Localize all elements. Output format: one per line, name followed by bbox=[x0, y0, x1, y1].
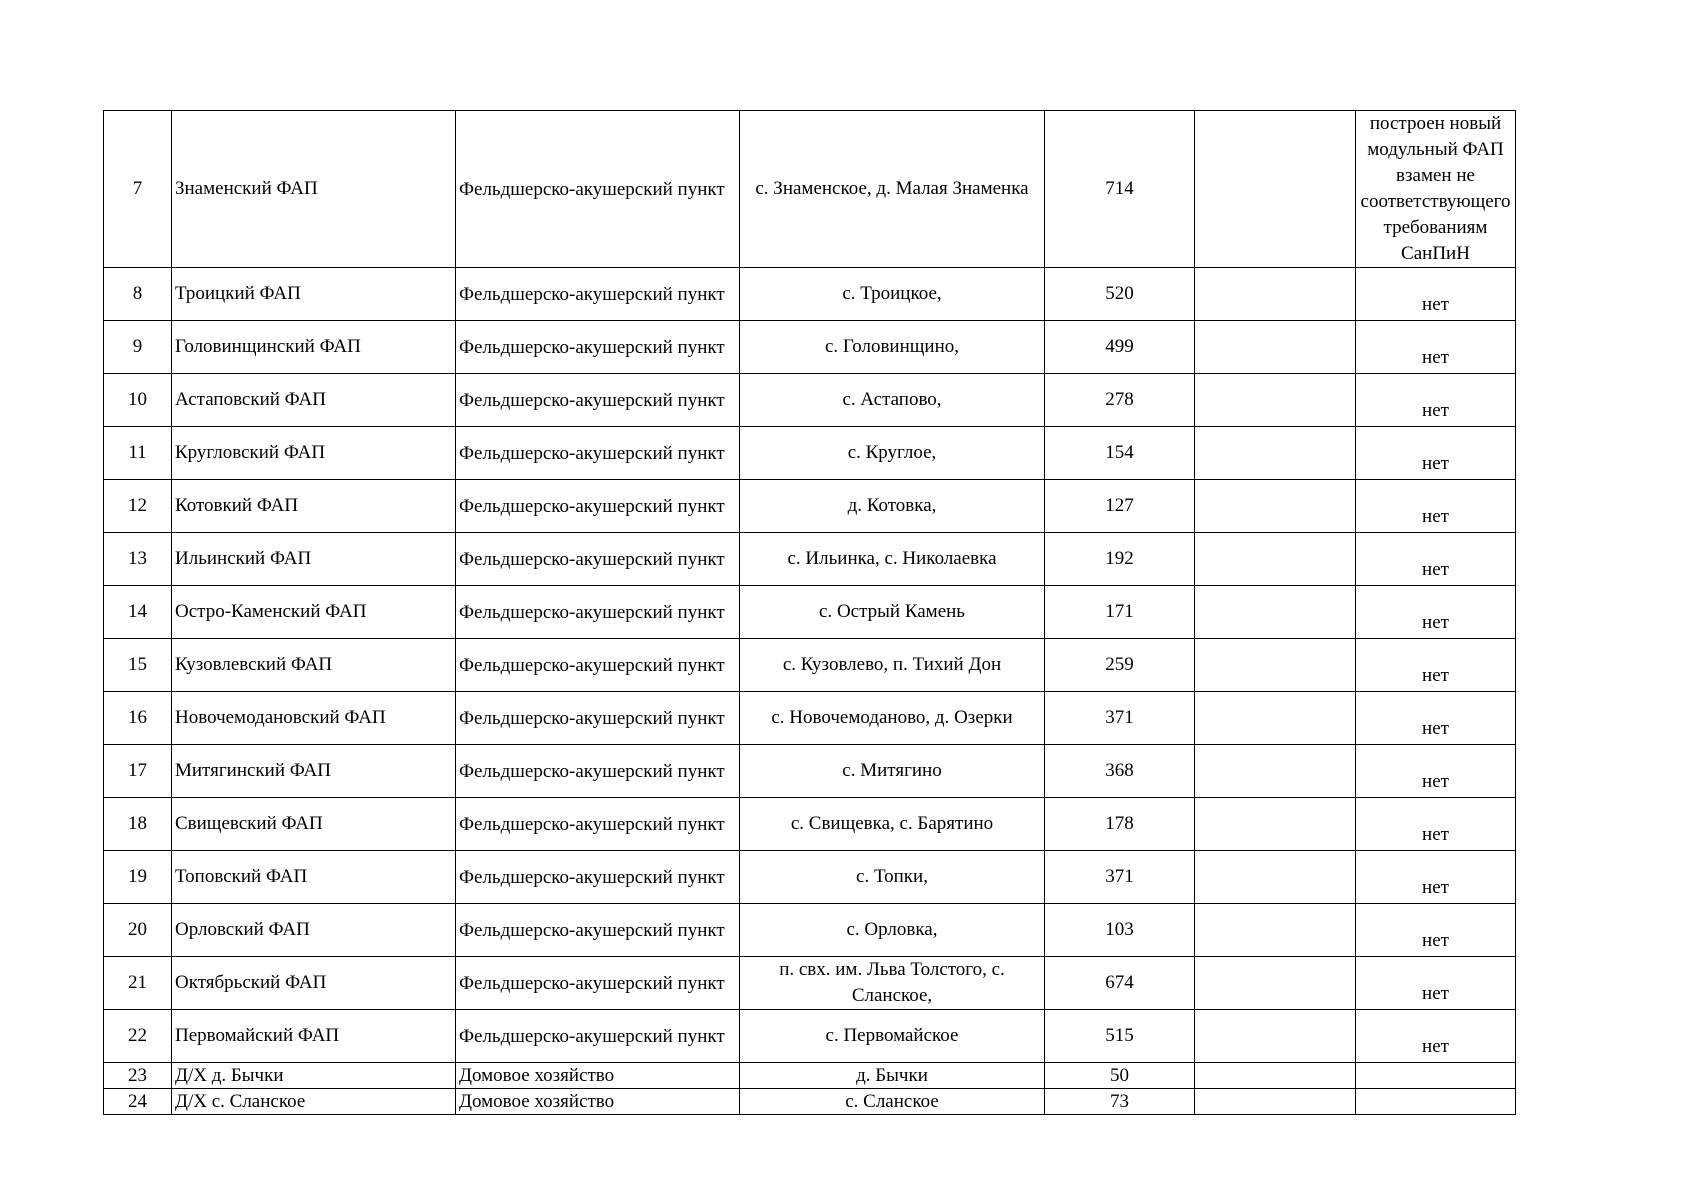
population-value: 259 bbox=[1045, 639, 1195, 692]
facility-location: с. Астапово, bbox=[740, 374, 1045, 427]
facility-name: Троицкий ФАП bbox=[172, 268, 456, 321]
table-row bbox=[104, 692, 1516, 745]
facility-name: Свищевский ФАП bbox=[172, 798, 456, 851]
row-number: 8 bbox=[104, 268, 172, 321]
row-number: 11 bbox=[104, 427, 172, 480]
row-number: 10 bbox=[104, 374, 172, 427]
facility-name: Октябрьский ФАП bbox=[172, 957, 456, 1010]
facility-note: нет bbox=[1356, 321, 1516, 374]
population-value: 103 bbox=[1045, 904, 1195, 957]
table-row bbox=[104, 586, 1516, 639]
table-row bbox=[104, 427, 1516, 480]
row-number: 13 bbox=[104, 533, 172, 586]
population-value: 499 bbox=[1045, 321, 1195, 374]
population-value: 674 bbox=[1045, 957, 1195, 1010]
facility-location: с. Сланское bbox=[740, 1089, 1045, 1115]
empty-cell bbox=[1195, 851, 1356, 904]
facility-type: Фельдшерско-акушерский пункт bbox=[456, 480, 740, 533]
facility-name: Топовский ФАП bbox=[172, 851, 456, 904]
facility-type: Фельдшерско-акушерский пункт bbox=[456, 1010, 740, 1063]
population-value: 178 bbox=[1045, 798, 1195, 851]
empty-cell bbox=[1195, 374, 1356, 427]
facility-name: Астаповский ФАП bbox=[172, 374, 456, 427]
empty-cell bbox=[1195, 957, 1356, 1010]
facility-note bbox=[1356, 1089, 1516, 1115]
population-value: 171 bbox=[1045, 586, 1195, 639]
facility-location: с. Орловка, bbox=[740, 904, 1045, 957]
facility-note: нет bbox=[1356, 427, 1516, 480]
facility-note: нет bbox=[1356, 798, 1516, 851]
empty-cell bbox=[1195, 533, 1356, 586]
facility-type: Фельдшерско-акушерский пункт bbox=[456, 321, 740, 374]
facility-name: Головинщинский ФАП bbox=[172, 321, 456, 374]
facility-location: с. Топки, bbox=[740, 851, 1045, 904]
facility-name: Первомайский ФАП bbox=[172, 1010, 456, 1063]
row-number: 9 bbox=[104, 321, 172, 374]
facility-note: нет bbox=[1356, 904, 1516, 957]
facility-name: Кругловский ФАП bbox=[172, 427, 456, 480]
row-number: 20 bbox=[104, 904, 172, 957]
facility-name: Митягинский ФАП bbox=[172, 745, 456, 798]
empty-cell bbox=[1195, 321, 1356, 374]
facility-location: с. Новочемоданово, д. Озерки bbox=[740, 692, 1045, 745]
empty-cell bbox=[1195, 904, 1356, 957]
facility-note: построен новый модульный ФАП взамен не соответствующего требованиям СанПиН bbox=[1356, 111, 1516, 268]
empty-cell bbox=[1195, 1010, 1356, 1063]
facility-name: Остро-Каменский ФАП bbox=[172, 586, 456, 639]
empty-cell bbox=[1195, 480, 1356, 533]
population-value: 50 bbox=[1045, 1063, 1195, 1089]
table-row bbox=[104, 111, 1516, 268]
facility-type: Фельдшерско-акушерский пункт bbox=[456, 111, 740, 268]
facility-location: д. Котовка, bbox=[740, 480, 1045, 533]
facility-type: Фельдшерско-акушерский пункт bbox=[456, 798, 740, 851]
population-value: 520 bbox=[1045, 268, 1195, 321]
facility-note: нет bbox=[1356, 851, 1516, 904]
facility-note: нет bbox=[1356, 957, 1516, 1010]
facility-name: Д/Х д. Бычки bbox=[172, 1063, 456, 1089]
facility-type: Домовое хозяйство bbox=[456, 1089, 740, 1115]
empty-cell bbox=[1195, 1063, 1356, 1089]
population-value: 73 bbox=[1045, 1089, 1195, 1115]
facility-type: Фельдшерско-акушерский пункт bbox=[456, 851, 740, 904]
facility-location: с. Головинщино, bbox=[740, 321, 1045, 374]
empty-cell bbox=[1195, 427, 1356, 480]
facility-name: Новочемодановский ФАП bbox=[172, 692, 456, 745]
table-row bbox=[104, 639, 1516, 692]
row-number: 24 bbox=[104, 1089, 172, 1115]
facility-name: Знаменский ФАП bbox=[172, 111, 456, 268]
facility-location: п. свх. им. Льва Толстого, с. Сланское, bbox=[740, 957, 1045, 1010]
facility-type: Фельдшерско-акушерский пункт bbox=[456, 745, 740, 798]
facility-location: с. Ильинка, с. Николаевка bbox=[740, 533, 1045, 586]
facility-note: нет bbox=[1356, 374, 1516, 427]
facility-note: нет bbox=[1356, 480, 1516, 533]
facility-location: с. Митягино bbox=[740, 745, 1045, 798]
facility-type: Фельдшерско-акушерский пункт bbox=[456, 268, 740, 321]
facility-note: нет bbox=[1356, 692, 1516, 745]
population-value: 192 bbox=[1045, 533, 1195, 586]
table-row bbox=[104, 1063, 1516, 1089]
facility-note: нет bbox=[1356, 586, 1516, 639]
facility-note: нет bbox=[1356, 745, 1516, 798]
population-value: 371 bbox=[1045, 851, 1195, 904]
table-row bbox=[104, 904, 1516, 957]
table-row bbox=[104, 321, 1516, 374]
empty-cell bbox=[1195, 1089, 1356, 1115]
table-row bbox=[104, 851, 1516, 904]
table-body bbox=[104, 111, 1516, 1115]
facility-note: нет bbox=[1356, 533, 1516, 586]
facility-note: нет bbox=[1356, 639, 1516, 692]
row-number: 7 bbox=[104, 111, 172, 268]
row-number: 15 bbox=[104, 639, 172, 692]
facility-location: с. Первомайское bbox=[740, 1010, 1045, 1063]
facilities-table bbox=[103, 110, 1516, 1115]
row-number: 21 bbox=[104, 957, 172, 1010]
population-value: 368 bbox=[1045, 745, 1195, 798]
table-row bbox=[104, 798, 1516, 851]
facility-type: Фельдшерско-акушерский пункт bbox=[456, 639, 740, 692]
facility-location: с. Кузовлево, п. Тихий Дон bbox=[740, 639, 1045, 692]
population-value: 515 bbox=[1045, 1010, 1195, 1063]
facility-type: Фельдшерско-акушерский пункт bbox=[456, 692, 740, 745]
empty-cell bbox=[1195, 111, 1356, 268]
row-number: 22 bbox=[104, 1010, 172, 1063]
facility-location: с. Свищевка, с. Барятино bbox=[740, 798, 1045, 851]
row-number: 23 bbox=[104, 1063, 172, 1089]
row-number: 12 bbox=[104, 480, 172, 533]
empty-cell bbox=[1195, 798, 1356, 851]
empty-cell bbox=[1195, 745, 1356, 798]
facility-name: Котовкий ФАП bbox=[172, 480, 456, 533]
row-number: 17 bbox=[104, 745, 172, 798]
facility-note bbox=[1356, 1063, 1516, 1089]
population-value: 371 bbox=[1045, 692, 1195, 745]
table-row bbox=[104, 374, 1516, 427]
empty-cell bbox=[1195, 586, 1356, 639]
facility-location: д. Бычки bbox=[740, 1063, 1045, 1089]
table-row bbox=[104, 533, 1516, 586]
table-row bbox=[104, 1089, 1516, 1115]
facility-type: Фельдшерско-акушерский пункт bbox=[456, 957, 740, 1010]
table-row bbox=[104, 745, 1516, 798]
facility-name: Орловский ФАП bbox=[172, 904, 456, 957]
facility-location: с. Знаменское, д. Малая Знаменка bbox=[740, 111, 1045, 268]
facility-location: с. Острый Камень bbox=[740, 586, 1045, 639]
facility-location: с. Троицкое, bbox=[740, 268, 1045, 321]
empty-cell bbox=[1195, 639, 1356, 692]
table-row bbox=[104, 957, 1516, 1010]
facility-location: с. Круглое, bbox=[740, 427, 1045, 480]
row-number: 14 bbox=[104, 586, 172, 639]
facility-note: нет bbox=[1356, 268, 1516, 321]
facility-name: Д/Х с. Сланское bbox=[172, 1089, 456, 1115]
empty-cell bbox=[1195, 268, 1356, 321]
population-value: 278 bbox=[1045, 374, 1195, 427]
table-row bbox=[104, 268, 1516, 321]
facility-name: Ильинский ФАП bbox=[172, 533, 456, 586]
facility-type: Фельдшерско-акушерский пункт bbox=[456, 374, 740, 427]
row-number: 19 bbox=[104, 851, 172, 904]
population-value: 127 bbox=[1045, 480, 1195, 533]
table-row bbox=[104, 1010, 1516, 1063]
facility-name: Кузовлевский ФАП bbox=[172, 639, 456, 692]
table-row bbox=[104, 480, 1516, 533]
row-number: 18 bbox=[104, 798, 172, 851]
facility-type: Фельдшерско-акушерский пункт bbox=[456, 586, 740, 639]
population-value: 714 bbox=[1045, 111, 1195, 268]
facility-type: Фельдшерско-акушерский пункт bbox=[456, 904, 740, 957]
population-value: 154 bbox=[1045, 427, 1195, 480]
facility-type: Фельдшерско-акушерский пункт bbox=[456, 427, 740, 480]
facility-note: нет bbox=[1356, 1010, 1516, 1063]
empty-cell bbox=[1195, 692, 1356, 745]
row-number: 16 bbox=[104, 692, 172, 745]
facility-type: Домовое хозяйство bbox=[456, 1063, 740, 1089]
facility-type: Фельдшерско-акушерский пункт bbox=[456, 533, 740, 586]
